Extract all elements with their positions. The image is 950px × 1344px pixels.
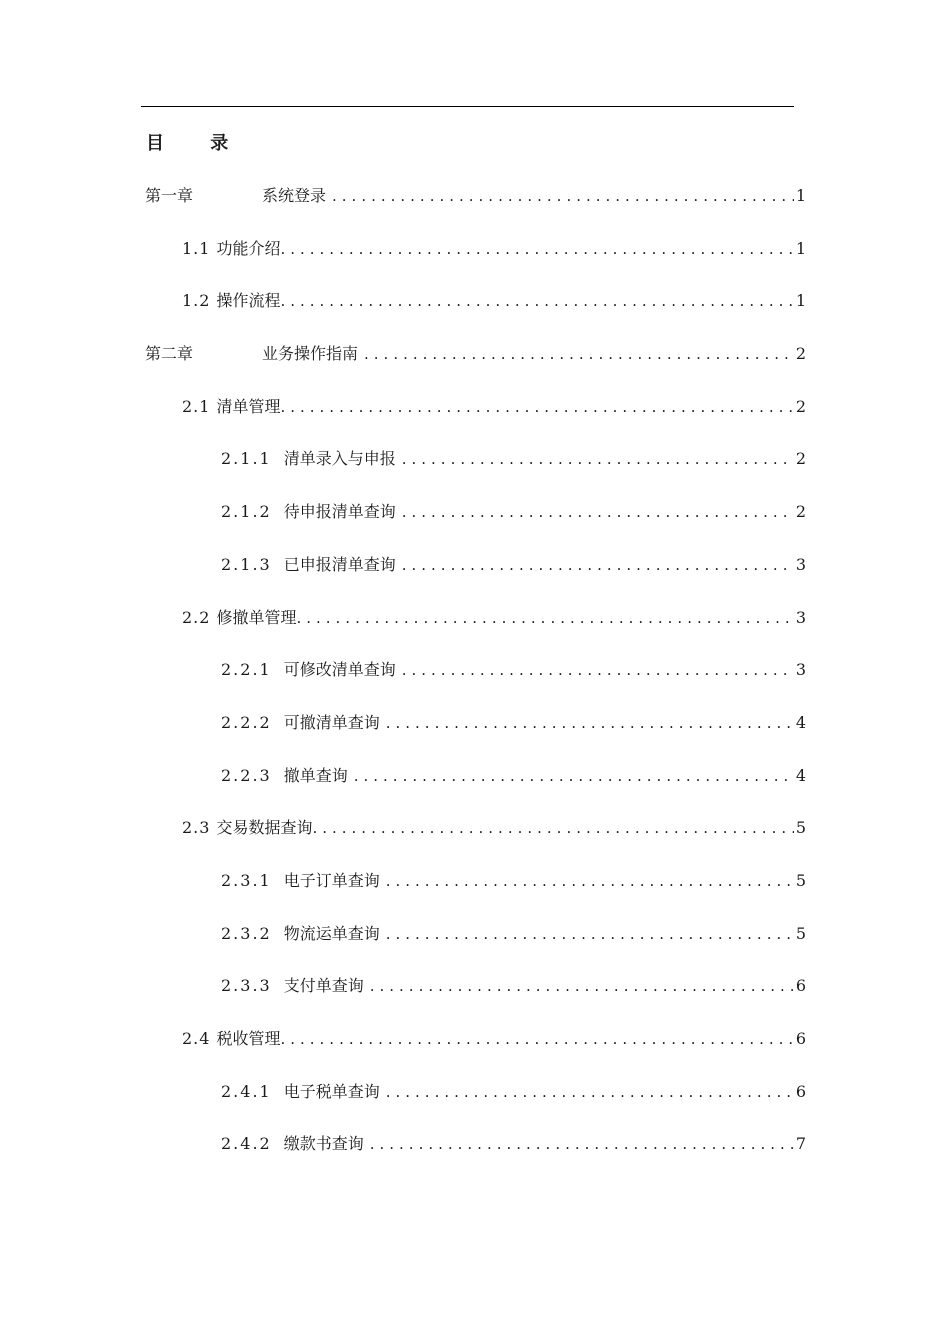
toc-entry-page-number: 6	[795, 976, 806, 996]
toc-entry[interactable]	[0, 1079, 806, 1132]
toc-dot-leader	[386, 921, 794, 947]
toc-entry[interactable]	[0, 394, 806, 447]
toc-list	[0, 183, 950, 1184]
toc-dot-leader	[402, 499, 794, 525]
toc-entry-page-number: 4	[795, 765, 806, 785]
toc-entry-title: 支付单查询	[283, 976, 364, 996]
toc-dot-leader	[386, 710, 794, 736]
toc-entry-page-number: 1	[795, 291, 806, 311]
toc-entry-page-number: 2	[795, 344, 806, 364]
toc-entry[interactable]	[0, 446, 806, 499]
toc-entry[interactable]	[0, 921, 806, 974]
toc-entry-title: 操作流程	[216, 291, 281, 311]
toc-entry-number: 1.1	[182, 238, 211, 258]
toc-entry-title: 清单管理	[216, 396, 281, 416]
toc-entry-page-number: 4	[795, 712, 806, 732]
toc-entry-page-number: 6	[795, 1029, 806, 1048]
toc-dot-leader	[402, 446, 794, 472]
toc-entry-number: 2.4.2	[221, 1134, 272, 1154]
toc-dot-leader	[280, 236, 793, 262]
toc-entry[interactable]	[0, 973, 806, 1026]
toc-entry-title: 可修改清单查询	[283, 660, 396, 680]
toc-entry-title: 税收管理	[216, 1029, 281, 1048]
toc-entry-page-number: 7	[795, 1134, 806, 1154]
toc-dot-leader	[280, 394, 793, 420]
toc-entry-number: 2.4	[182, 1029, 211, 1048]
toc-entry-number: 第二章	[145, 344, 194, 364]
toc-dot-leader	[280, 1026, 793, 1052]
toc-entry-number: 2.3.1	[221, 870, 272, 890]
toc-entry[interactable]	[0, 1131, 806, 1184]
toc-entry-page-number: 1	[795, 186, 806, 205]
toc-dot-leader	[402, 657, 794, 683]
toc-entry-page-number: 5	[795, 818, 806, 838]
toc-entry[interactable]	[0, 657, 806, 710]
toc-entry-title: 功能介绍	[216, 238, 281, 258]
toc-entry[interactable]	[0, 710, 806, 763]
toc-entry-number: 2.4.1	[221, 1081, 272, 1101]
toc-dot-leader	[386, 1079, 794, 1105]
toc-entry[interactable]	[0, 868, 806, 921]
toc-entry-number: 1.2	[182, 291, 211, 311]
toc-entry[interactable]	[0, 552, 806, 605]
toc-entry-page-number: 2	[795, 502, 806, 522]
toc-entry-number: 2.3	[182, 818, 211, 838]
toc-entry-title: 已申报清单查询	[283, 554, 396, 574]
header-rule	[141, 106, 794, 107]
toc-entry-title: 撤单查询	[283, 765, 348, 785]
toc-entry-page-number: 3	[795, 607, 806, 627]
toc-dot-leader	[354, 763, 794, 789]
toc-title: 目 录	[146, 133, 249, 154]
toc-entry-title: 电子订单查询	[283, 870, 380, 890]
toc-entry[interactable]	[0, 183, 806, 236]
toc-entry-number: 2.2	[182, 607, 211, 627]
toc-entry-title: 修撤单管理	[216, 607, 297, 627]
toc-entry-number: 2.2.3	[221, 765, 272, 785]
toc-entry-number: 2.3.3	[221, 976, 272, 996]
toc-dot-leader	[402, 552, 794, 578]
toc-entry-number: 2.3.2	[221, 923, 272, 943]
toc-entry-page-number: 3	[795, 660, 806, 680]
toc-entry[interactable]	[0, 1026, 806, 1079]
toc-entry-number: 第一章	[145, 186, 194, 205]
toc-entry-title: 交易数据查询	[216, 818, 313, 838]
toc-entry-title: 可撤清单查询	[283, 712, 380, 732]
toc-entry-page-number: 6	[795, 1081, 806, 1101]
toc-entry-page-number: 3	[795, 554, 806, 574]
toc-entry-title: 待申报清单查询	[283, 502, 396, 522]
toc-dot-leader	[332, 183, 794, 209]
toc-entry-title: 缴款书查询	[283, 1134, 364, 1154]
toc-dot-leader	[280, 288, 793, 314]
toc-entry-title: 物流运单查询	[283, 923, 380, 943]
toc-entry-title: 系统登录	[262, 186, 327, 205]
toc-entry[interactable]	[0, 815, 806, 868]
toc-entry[interactable]	[0, 341, 806, 394]
toc-entry-number: 2.1.1	[221, 449, 272, 469]
toc-entry[interactable]	[0, 763, 806, 816]
toc-entry-page-number: 5	[795, 923, 806, 943]
toc-entry-title: 清单录入与申报	[283, 449, 396, 469]
toc-entry-page-number: 5	[795, 870, 806, 890]
toc-dot-leader	[370, 973, 794, 999]
toc-entry[interactable]	[0, 288, 806, 341]
toc-dot-leader	[370, 1131, 794, 1157]
toc-entry-page-number: 2	[795, 396, 806, 416]
toc-dot-leader	[386, 868, 794, 894]
toc-entry-title: 电子税单查询	[283, 1081, 380, 1101]
toc-entry-page-number: 2	[795, 449, 806, 469]
toc-entry-number: 2.1	[182, 396, 211, 416]
toc-entry-number: 2.2.1	[221, 660, 272, 680]
toc-entry-number: 2.1.3	[221, 554, 272, 574]
toc-dot-leader	[364, 341, 794, 367]
toc-entry-number: 2.2.2	[221, 712, 272, 732]
toc-entry[interactable]	[0, 605, 806, 658]
toc-entry-number: 2.1.2	[221, 502, 272, 522]
toc-entry-page-number: 1	[795, 238, 806, 258]
toc-entry[interactable]	[0, 499, 806, 552]
toc-dot-leader	[296, 605, 793, 631]
toc-dot-leader	[312, 815, 793, 841]
toc-entry-title: 业务操作指南	[262, 344, 359, 364]
toc-entry[interactable]	[0, 236, 806, 289]
